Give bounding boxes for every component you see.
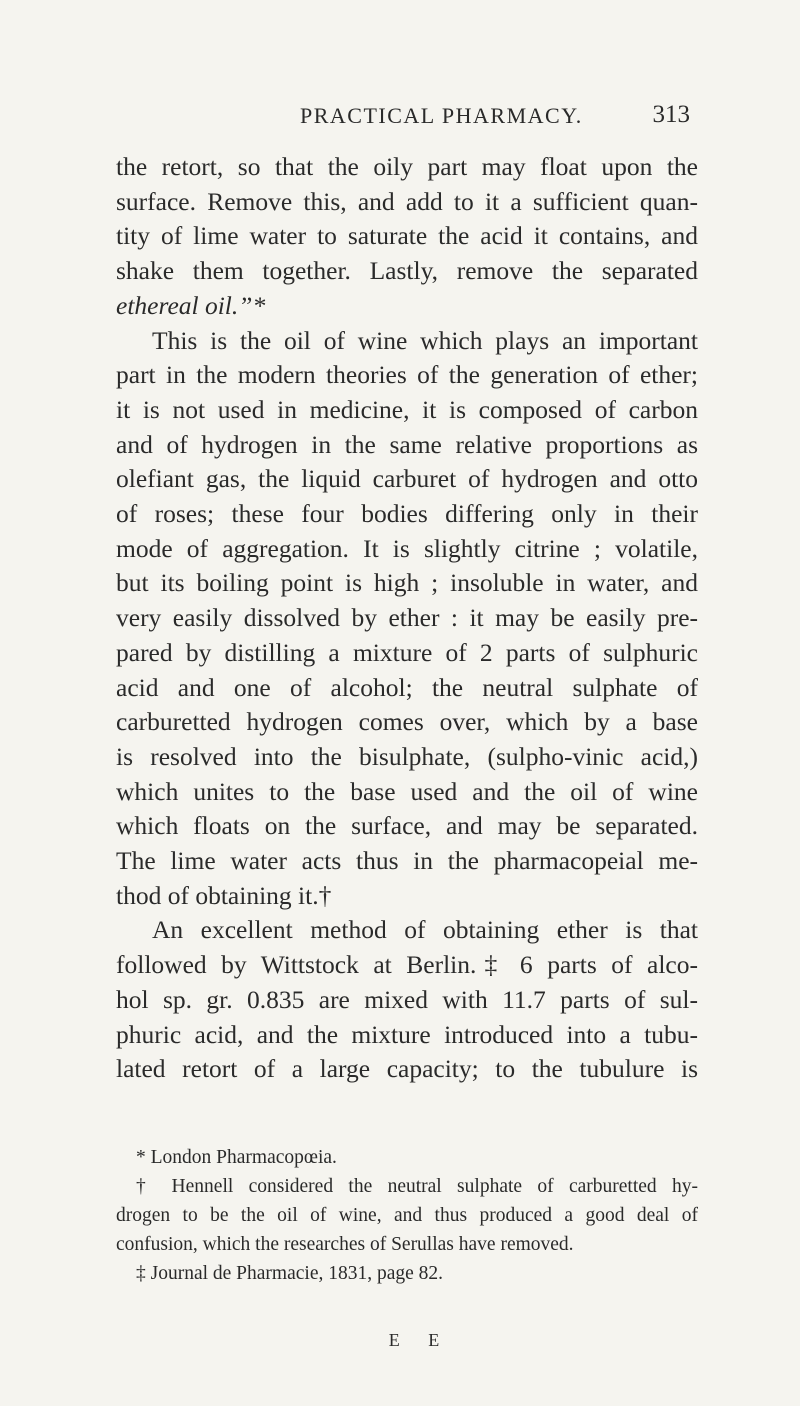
text-line: hol sp. gr. 0.835 are mixed with 11.7 parts of sul- xyxy=(116,984,698,1014)
text-line: olefiant gas, the liquid carburet of hydrogen and otto xyxy=(116,464,698,494)
text-line: phuric acid, and the mixture introduced into a tubu- xyxy=(116,1019,698,1049)
text-line: the retort, so that the oily part may float upon the xyxy=(116,152,698,181)
text-line: lated retort of a large capacity; to the tubulure is xyxy=(116,1054,698,1084)
footnotes xyxy=(116,1143,698,1288)
text-line: mode of aggregation. It is slightly citrine ; volatile, xyxy=(116,533,698,563)
text-line-italic xyxy=(116,289,698,324)
body-text xyxy=(116,150,698,1087)
text-line: it is not used in medicine, it is composed of carbon xyxy=(116,394,698,424)
text-line: of roses; these four bodies differing only in their xyxy=(116,499,698,529)
text-line: pared by distilling a mixture of 2 parts of sulphuric xyxy=(116,637,698,667)
text-line: and of hydrogen in the same relative proportions as xyxy=(116,429,698,459)
italic-phrase: ethereal oil.”* xyxy=(116,290,266,320)
running-title: PRACTICAL PHARMACY. xyxy=(300,103,583,128)
text-line: This is the oil of wine which plays an important xyxy=(152,325,698,355)
footnote-2-line: † Hennell considered the neutral sulphate of carburetted hy- xyxy=(136,1176,698,1197)
text-line: thod of obtaining it.† xyxy=(116,880,332,910)
text-line: acid and one of alcohol; the neutral sulphate of xyxy=(116,672,698,702)
footnote-3: ‡ Journal de Pharmacie, 1831, page 82. xyxy=(136,1263,444,1284)
footnote-2-line: confusion, which the researches of Serullas have removed. xyxy=(116,1234,574,1255)
text-line: followed by Wittstock at Berlin.‡ 6 parts of alco- xyxy=(116,950,698,980)
text-line: which unites to the base used and the oil of wine xyxy=(116,776,698,806)
running-head xyxy=(300,103,690,135)
text-line: is resolved into the bisulphate, (sulpho-vinic acid,) xyxy=(116,741,698,771)
signature-mark: E E xyxy=(388,1330,452,1350)
text-line: shake them together. Lastly, remove the separated xyxy=(116,256,698,286)
text-line: part in the modern theories of the generation of ether; xyxy=(116,360,698,390)
page-number: 313 xyxy=(652,101,690,128)
footnote-1: * London Pharmacopœia. xyxy=(136,1147,337,1168)
text-line: tity of lime water to saturate the acid it contains, and xyxy=(116,221,698,251)
text-line: The lime water acts thus in the pharmacopeial me- xyxy=(116,846,698,876)
text-line: very easily dissolved by ether : it may be easily pre- xyxy=(116,603,698,633)
footnote-2-line: drogen to be the oil of wine, and thus produced a good deal of xyxy=(116,1205,698,1226)
text-line: An excellent method of obtaining ether is that xyxy=(152,915,698,945)
text-line: but its boiling point is high ; insoluble in water, and xyxy=(116,568,698,598)
text-line: carburetted hydrogen comes over, which by a base xyxy=(116,707,698,737)
text-line: which floats on the surface, and may be separated. xyxy=(116,811,698,841)
text-line: surface. Remove this, and add to it a sufficient quan- xyxy=(116,186,698,216)
